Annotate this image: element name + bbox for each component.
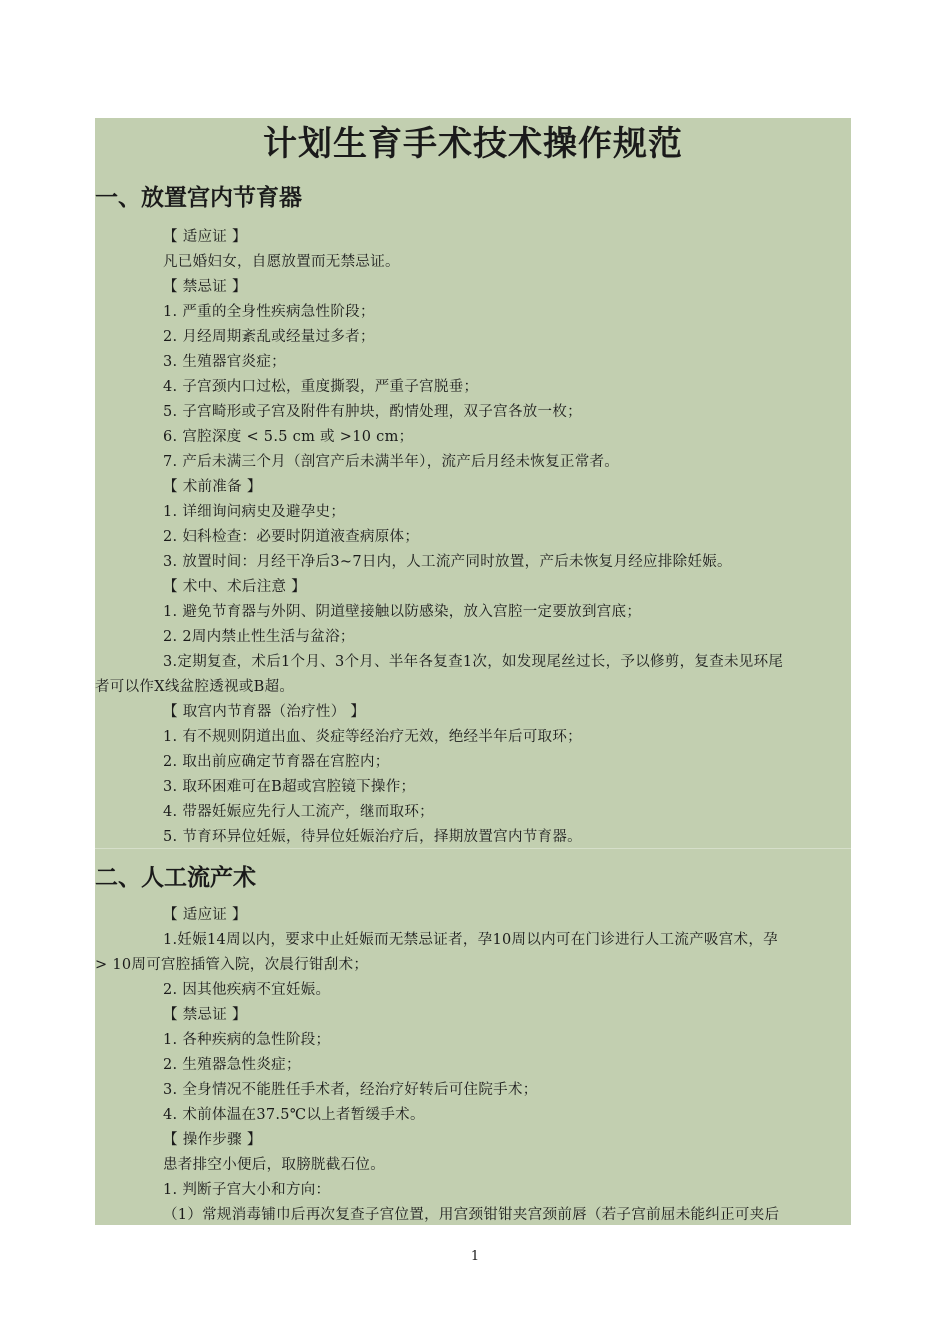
list-item-continuation: > 10周可宫腔插管入院，次晨行钳刮术； bbox=[95, 957, 369, 973]
list-item: 1. 详细询问病史及避孕史； bbox=[163, 504, 346, 520]
list-item: 2. 因其他疾病不宜妊娠。 bbox=[163, 982, 331, 998]
list-item: 3. 生殖器官炎症； bbox=[163, 354, 286, 370]
list-item: 2. 月经周期紊乱或经量过多者； bbox=[163, 329, 375, 345]
section-divider bbox=[95, 848, 851, 849]
document-title: 计划生育手术技术操作规范 bbox=[263, 124, 683, 164]
list-item: 1. 判断子宫大小和方向： bbox=[163, 1182, 331, 1198]
text-line: 患者排空小便后，取膀胱截石位。 bbox=[163, 1157, 385, 1173]
list-item: 1.妊娠14周以内，要求中止妊娠而无禁忌证者，孕10周以内可在门诊进行人工流产吸宫术，孕 bbox=[163, 932, 778, 948]
tag-intra-postop: 【 术中、术后注意 】 bbox=[163, 579, 307, 595]
list-item-continuation: 者可以作X线盆腔透视或B超。 bbox=[95, 679, 295, 695]
list-item: 2. 妇科检查：必要时阴道液查病原体； bbox=[163, 529, 420, 545]
page-number: 1 bbox=[470, 1249, 480, 1264]
list-item: 4. 带器妊娠应先行人工流产，继而取环； bbox=[163, 804, 434, 820]
list-item: 5. 节育环异位妊娠，待异位妊娠治疗后，择期放置宫内节育器。 bbox=[163, 829, 582, 845]
section-heading-abortion: 二、人工流产术 bbox=[95, 865, 256, 891]
tag-procedure: 【 操作步骤 】 bbox=[163, 1132, 262, 1148]
list-item: 3. 全身情况不能胜任手术者，经治疗好转后可住院手术； bbox=[163, 1082, 538, 1098]
list-item: 7. 产后未满三个月（剖宫产后未满半年），流产后月经未恢复正常者。 bbox=[163, 454, 620, 470]
tag-contraindications: 【 禁忌证 】 bbox=[163, 1007, 247, 1023]
tag-preop: 【 术前准备 】 bbox=[163, 479, 262, 495]
list-item: 4. 子宫颈内口过松，重度撕裂，严重子宫脱垂； bbox=[163, 379, 479, 395]
list-item: （1）常规消毒铺巾后再次复查子宫位置，用宫颈钳钳夹宫颈前唇（若子宫前屈未能纠正可夹后 bbox=[163, 1207, 780, 1223]
list-item: 4. 术前体温在37.5℃以上者暂缓手术。 bbox=[163, 1107, 425, 1123]
tag-indications: 【 适应证 】 bbox=[163, 229, 247, 245]
list-item: 1. 严重的全身性疾病急性阶段； bbox=[163, 304, 375, 320]
list-item: 1. 有不规则阴道出血、炎症等经治疗无效，绝经半年后可取环； bbox=[163, 729, 582, 745]
list-item: 3.定期复查，术后1个月、3个月、半年各复查1次，如发现尾丝过长，予以修剪，复查未见环尾 bbox=[163, 654, 784, 670]
tag-contraindications: 【 禁忌证 】 bbox=[163, 279, 247, 295]
list-item: 1. 避免节育器与外阴、阴道壁接触以防感染，放入宫腔一定要放到宫底； bbox=[163, 604, 642, 620]
list-item: 5. 子宫畸形或子宫及附件有肿块，酌情处理，双子宫各放一枚； bbox=[163, 404, 582, 420]
tag-indications: 【 适应证 】 bbox=[163, 907, 247, 923]
list-item: 2. 2周内禁止性生活与盆浴； bbox=[163, 629, 355, 645]
list-item: 2. 取出前应确定节育器在宫腔内； bbox=[163, 754, 390, 770]
list-item: 3. 放置时间：月经干净后3~7日内，人工流产同时放置，产后未恢复月经应排除妊娠。 bbox=[163, 554, 732, 570]
document-page bbox=[95, 118, 851, 1225]
list-item: 6. 宫腔深度 < 5.5 cm 或 >10 cm； bbox=[163, 429, 414, 445]
list-item: 2. 生殖器急性炎症； bbox=[163, 1057, 301, 1073]
section-heading-iud: 一、放置宫内节育器 bbox=[95, 185, 302, 211]
list-item: 1. 各种疾病的急性阶段； bbox=[163, 1032, 331, 1048]
text-line: 凡已婚妇女，自愿放置而无禁忌证。 bbox=[163, 254, 400, 270]
list-item: 3. 取环困难可在B超或宫腔镜下操作； bbox=[163, 779, 416, 795]
tag-removal: 【 取宫内节育器（治疗性） 】 bbox=[163, 704, 366, 720]
